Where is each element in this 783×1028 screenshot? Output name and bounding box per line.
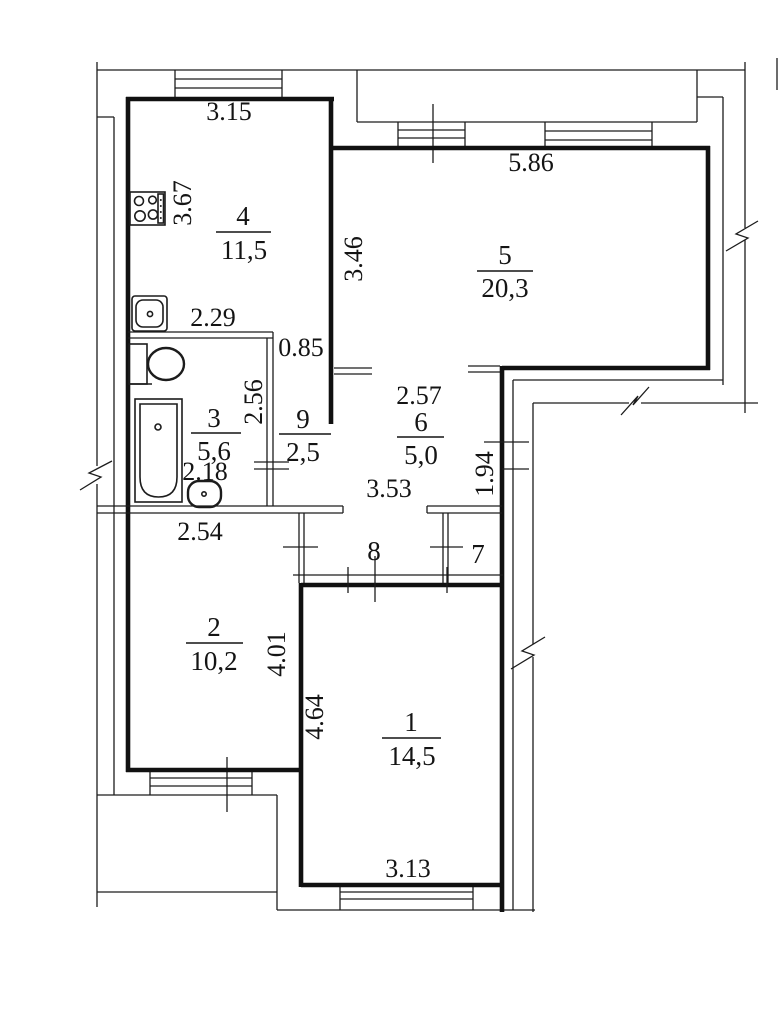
wall-break-icon: [511, 637, 545, 669]
balcony-top: [357, 70, 697, 122]
apartment-walls: [126, 97, 710, 912]
dim-kitchen-left: 3.67: [168, 180, 197, 226]
window-room5-right: [545, 122, 652, 148]
dim-bath-bottom: 2.54: [177, 517, 223, 546]
dim-room1-bottom: 3.13: [385, 854, 431, 883]
wall-break-icon: [726, 221, 758, 251]
dim-corridor-opening: 0.85: [278, 333, 324, 362]
dim-bath-tub: 2.18: [182, 457, 228, 486]
room-number: 3: [207, 403, 221, 433]
room-number: 4: [236, 201, 250, 231]
dim-room5-left: 3.46: [339, 236, 368, 282]
wall-break-icon: [80, 461, 112, 490]
balcony-bottom-left: [97, 795, 277, 892]
room-label-7: [471, 539, 485, 569]
dim-hall-bottom: 3.53: [366, 474, 412, 503]
room-area: 5,6: [197, 436, 231, 466]
dim-kitchen-bottom: 2.29: [190, 303, 236, 332]
wall-break-icon: [621, 387, 649, 415]
room-label-1: [382, 707, 441, 771]
stove-icon: [130, 192, 165, 225]
room-label-6: [397, 407, 444, 470]
dimension-labels: [168, 97, 554, 883]
room-number: 7: [471, 539, 485, 569]
room-label-5: [477, 240, 533, 303]
room-label-9: [279, 404, 331, 467]
room-number: 9: [296, 404, 310, 434]
room-label-4: [216, 201, 271, 265]
room-area: 11,5: [220, 235, 268, 265]
dim-hall-top: 2.57: [396, 381, 442, 410]
room-number: 8: [367, 536, 381, 566]
dim-room5-top: 5.86: [508, 148, 554, 177]
room-number: 1: [404, 707, 418, 737]
room-area: 10,2: [190, 646, 238, 676]
window-room1: [340, 885, 473, 910]
room-label-3: [191, 403, 241, 466]
dim-hall-right: 1.94: [470, 451, 499, 497]
dim-room1-left: 4.64: [300, 694, 329, 740]
room-label-2: [186, 612, 243, 676]
room-number: 2: [207, 612, 221, 642]
dim-bath-right: 2.56: [239, 379, 268, 425]
window-kitchen: [175, 70, 282, 99]
dim-kitchen-top: 3.15: [206, 97, 252, 126]
window-room2: [150, 757, 252, 812]
bathtub-icon: [135, 399, 182, 502]
toilet-icon: [129, 344, 184, 384]
room-area: 20,3: [481, 273, 529, 303]
room-number: 6: [414, 407, 428, 437]
room-area: 2,5: [286, 437, 320, 467]
dim-room2-right: 4.01: [262, 631, 291, 677]
room-number: 5: [498, 240, 512, 270]
window-room5-left: [398, 104, 465, 163]
room-area: 5,0: [404, 440, 438, 470]
kitchen-sink-icon: [132, 296, 167, 331]
room-label-8: [367, 536, 381, 566]
room-area: 14,5: [388, 741, 436, 771]
